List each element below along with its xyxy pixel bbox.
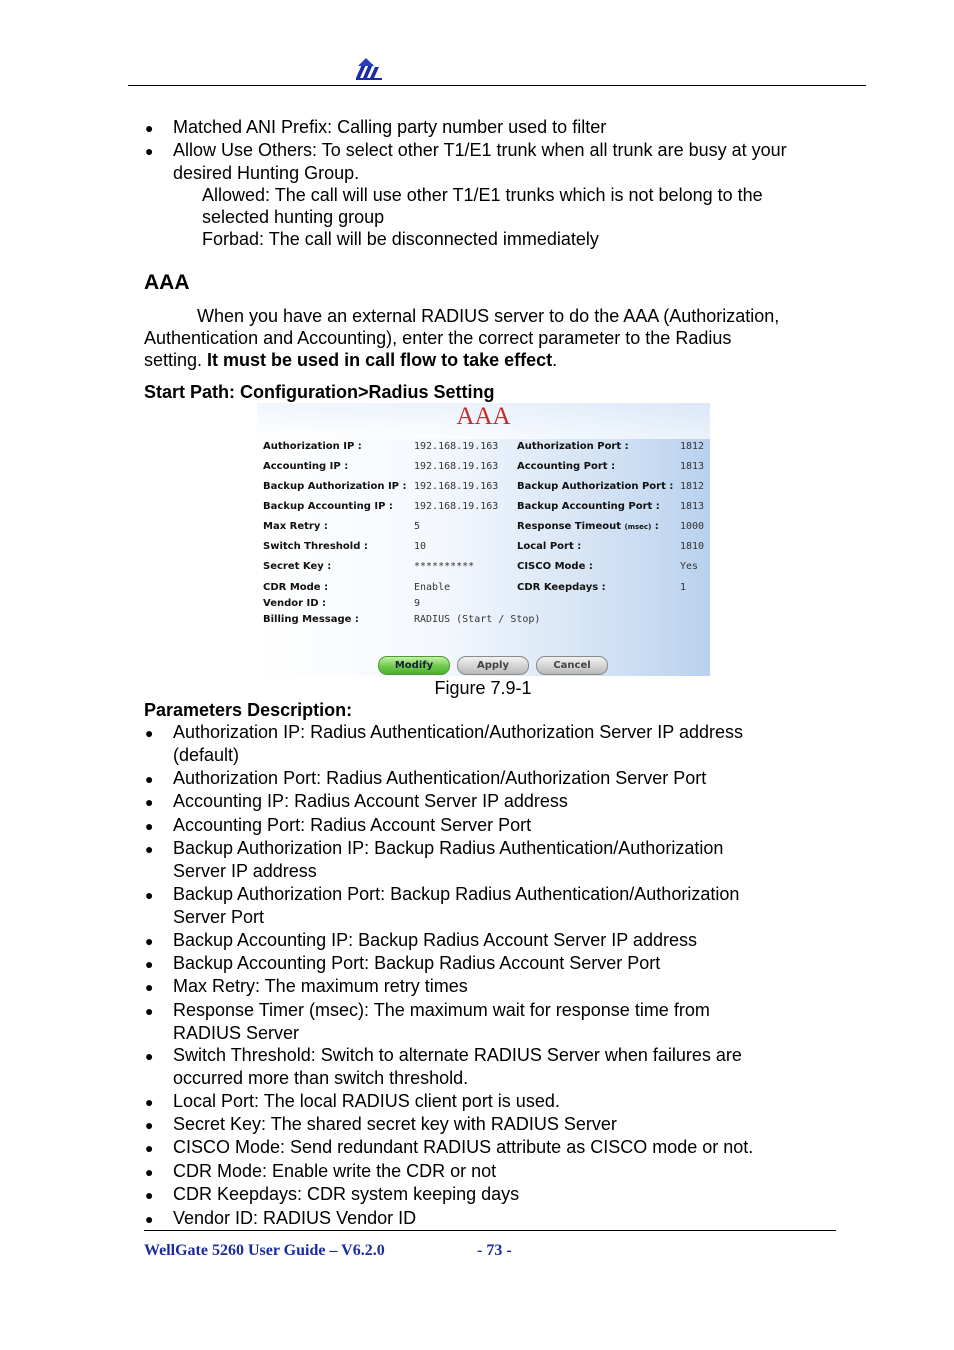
field-value: 1813 xyxy=(680,461,705,472)
field-value: 1 xyxy=(680,582,687,593)
list-item: Backup Authorization IP: Backup Radius Authentication/Authorization Server IP address xyxy=(173,838,724,881)
field-value: 9 xyxy=(414,598,421,609)
bullet-icon: ● xyxy=(145,120,154,136)
field-label-text: Response Timeout xyxy=(517,521,622,532)
bullet-icon: ● xyxy=(145,979,154,995)
field-value: RADIUS (Start / Stop) xyxy=(414,614,541,625)
list-item: Authorization IP: Radius Authentication/Authorization Server IP address (default) xyxy=(173,722,743,765)
params-heading: Parameters Description: xyxy=(144,700,353,720)
field-value: 1000 xyxy=(680,521,705,532)
bullet-icon: ● xyxy=(145,1211,154,1227)
list-item: Authorization Port: Radius Authentication/Authorization Server Port xyxy=(173,768,707,788)
field-value: Enable xyxy=(414,582,451,593)
field-label: Local Port : xyxy=(517,541,582,552)
list-item: Local Port: The local RADIUS client port is used. xyxy=(173,1091,560,1111)
allow-option-text: Allowed: The call will use other T1/E1 trunks which is not belong to the xyxy=(202,185,763,205)
modify-button[interactable]: Modify xyxy=(378,656,450,675)
field-label: CDR Keepdays : xyxy=(517,582,606,593)
field-label: Authorization IP : xyxy=(263,441,362,452)
paragraph-line xyxy=(144,349,557,371)
bullet-icon: ● xyxy=(145,933,154,949)
bullet-icon: ● xyxy=(145,818,154,834)
bullet-icon: ● xyxy=(145,1117,154,1133)
bullet-icon: ● xyxy=(145,956,154,972)
field-value: 5 xyxy=(414,521,421,532)
list-item: Accounting IP: Radius Account Server IP address xyxy=(173,791,568,811)
list-item: CDR Mode: Enable write the CDR or not xyxy=(173,1161,497,1181)
field-label: Accounting IP : xyxy=(263,461,349,472)
list-item: Backup Authorization Port: Backup Radius Authentication/Authorization Server Port xyxy=(173,884,740,927)
bullet-icon: ● xyxy=(145,1187,154,1203)
field-label: Authorization Port : xyxy=(517,441,629,452)
bullet-icon: ● xyxy=(145,1140,154,1156)
field-value: 192.168.19.163 xyxy=(414,441,499,452)
field-value: Yes xyxy=(680,561,699,572)
field-label xyxy=(517,521,659,533)
field-value: 1810 xyxy=(680,541,705,552)
panel-title: AAA xyxy=(456,403,511,430)
page-number: - 73 - xyxy=(477,1242,512,1259)
field-value: ********** xyxy=(414,561,475,572)
bullet-icon: ● xyxy=(145,1164,154,1180)
field-value: 1813 xyxy=(680,501,705,512)
field-value: 10 xyxy=(414,541,427,552)
header-rule xyxy=(128,85,866,86)
field-label: Accounting Port : xyxy=(517,461,616,472)
aaa-settings-panel xyxy=(257,403,710,676)
list-item: Allow Use Others: To select other T1/E1 trunk when all trunk are busy at your desired Hunting Group. xyxy=(173,140,787,183)
allow-option-text: selected hunting group xyxy=(202,207,385,227)
list-item: Vendor ID: RADIUS Vendor ID xyxy=(173,1208,417,1228)
list-item: Secret Key: The shared secret key with RADIUS Server xyxy=(173,1114,617,1134)
field-label: CDR Mode : xyxy=(263,582,329,593)
list-item: Backup Accounting Port: Backup Radius Account Server Port xyxy=(173,953,661,973)
paragraph-line: When you have an external RADIUS server to do the AAA (Authorization, xyxy=(197,306,780,326)
bullet-icon: ● xyxy=(145,794,154,810)
field-label: Vendor ID : xyxy=(263,598,327,609)
bullet-icon: ● xyxy=(145,725,154,741)
field-value: 192.168.19.163 xyxy=(414,481,499,492)
footer-rule xyxy=(144,1230,836,1231)
field-label: Switch Threshold : xyxy=(263,541,368,552)
list-item: CDR Keepdays: CDR system keeping days xyxy=(173,1184,520,1204)
paragraph-emphasis: It must be used in call flow to take effect xyxy=(207,350,553,370)
list-item: Backup Accounting IP: Backup Radius Account Server IP address xyxy=(173,930,697,950)
apply-button[interactable]: Apply xyxy=(457,656,529,675)
bullet-icon: ● xyxy=(145,1003,154,1019)
field-value: 192.168.19.163 xyxy=(414,461,499,472)
field-label: Backup Accounting Port : xyxy=(517,501,660,512)
list-item: Response Timer (msec): The maximum wait for response time from RADIUS Server xyxy=(173,1000,710,1043)
field-value: 192.168.19.163 xyxy=(414,501,499,512)
footer-title: WellGate 5260 User Guide – V6.2.0 xyxy=(144,1242,385,1259)
field-value: 1812 xyxy=(680,441,705,452)
bullet-icon: ● xyxy=(145,143,154,159)
forbad-option-text: Forbad: The call will be disconnected immediately xyxy=(202,229,599,249)
paragraph-text: setting. xyxy=(144,350,208,370)
paragraph-line: Authentication and Accounting), enter the correct parameter to the Radius xyxy=(144,328,732,348)
field-label: Backup Authorization IP : xyxy=(263,481,407,492)
field-label: Secret Key : xyxy=(263,561,332,572)
company-logo-icon xyxy=(354,56,386,82)
list-item: Switch Threshold: Switch to alternate RADIUS Server when failures are occurred more than switch threshold. xyxy=(173,1045,742,1088)
bullet-icon: ● xyxy=(145,1094,154,1110)
field-label-colon: : xyxy=(651,521,659,532)
field-label: Backup Accounting IP : xyxy=(263,501,393,512)
bullet-icon: ● xyxy=(145,841,154,857)
field-label: CISCO Mode : xyxy=(517,561,593,572)
list-item: CISCO Mode: Send redundant RADIUS attribute as CISCO mode or not. xyxy=(173,1137,754,1157)
cancel-button[interactable]: Cancel xyxy=(536,656,608,675)
field-value: 1812 xyxy=(680,481,705,492)
list-item: Matched ANI Prefix: Calling party number used to filter xyxy=(173,117,607,137)
figure-caption: Figure 7.9-1 xyxy=(434,678,532,698)
section-title: AAA xyxy=(144,271,190,294)
start-path: Start Path: Configuration>Radius Setting xyxy=(144,382,495,402)
bullet-icon: ● xyxy=(145,771,154,787)
field-label: Billing Message : xyxy=(263,614,359,625)
field-label: Backup Authorization Port : xyxy=(517,481,674,492)
list-item: Max Retry: The maximum retry times xyxy=(173,976,468,996)
paragraph-text: . xyxy=(552,350,558,370)
bullet-icon: ● xyxy=(145,1048,154,1064)
list-item: Accounting Port: Radius Account Server Port xyxy=(173,815,532,835)
field-label-unit: (msec) xyxy=(624,523,652,531)
field-label: Max Retry : xyxy=(263,521,328,532)
bullet-icon: ● xyxy=(145,887,154,903)
